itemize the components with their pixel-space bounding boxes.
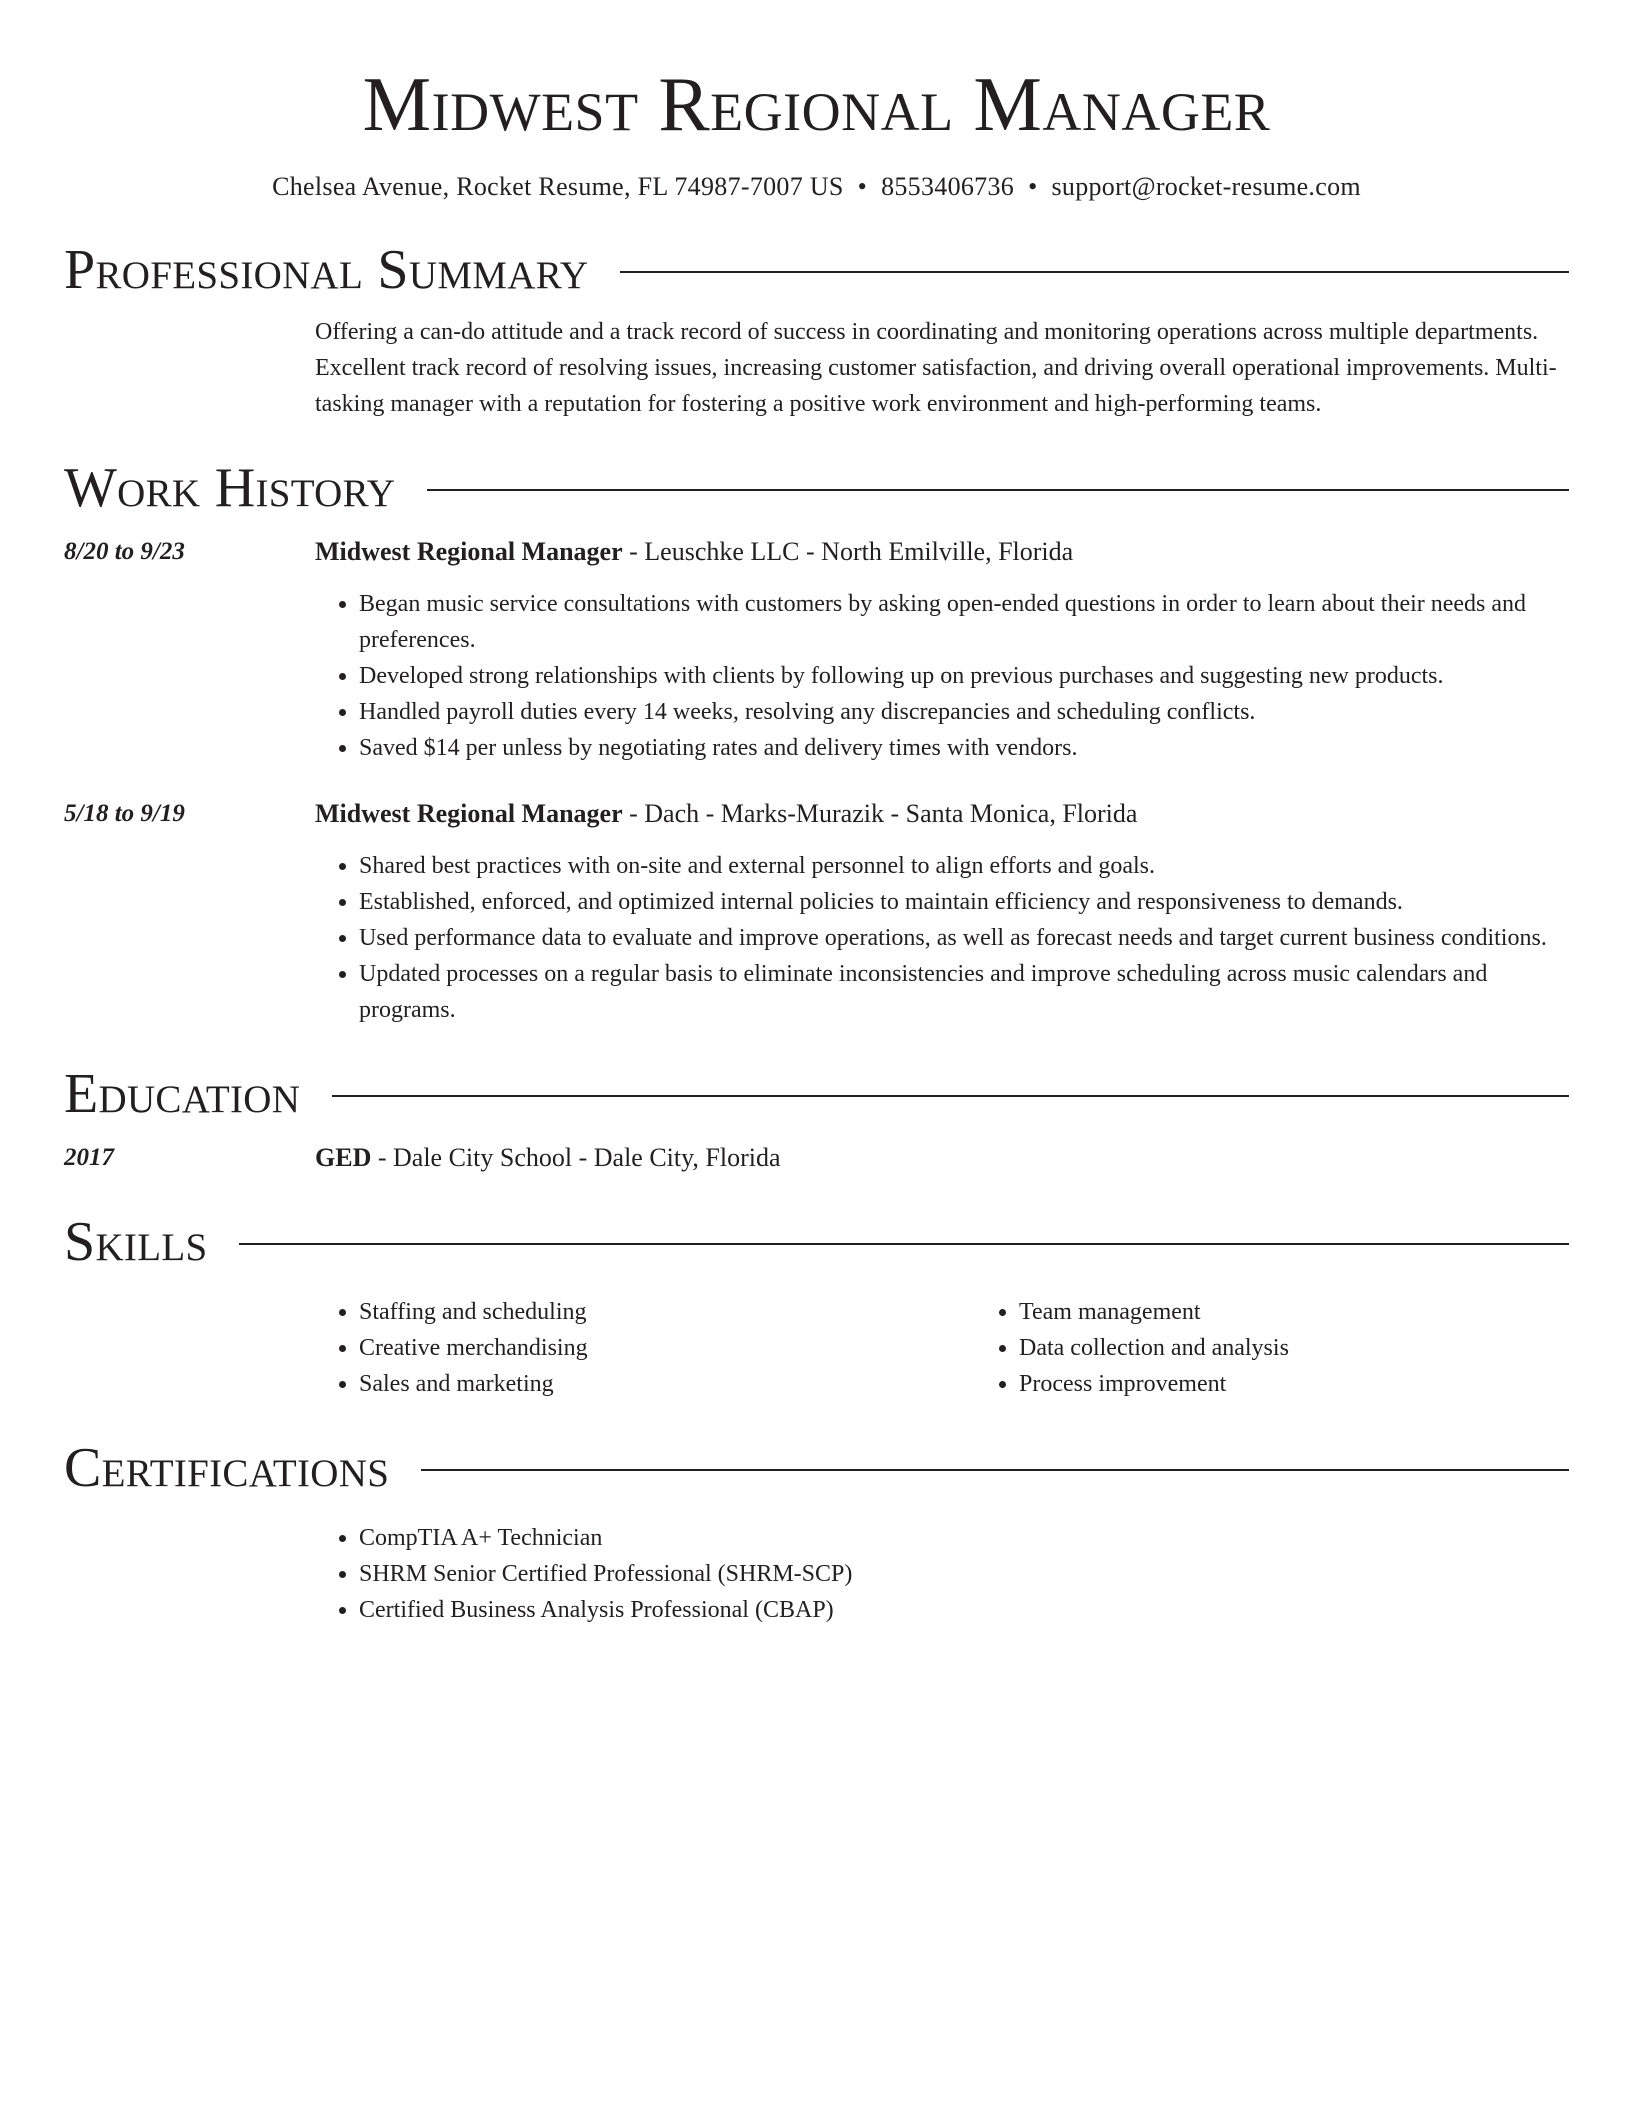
section-divider xyxy=(620,271,1569,273)
list-item: • Began music service consultations with customers by asking open-ended questions in order to learn about their needs and preferences. xyxy=(359,586,1569,658)
job-bullets xyxy=(315,848,1569,1028)
list-item: • CompTIA A+ Technician xyxy=(359,1520,1569,1556)
contact-address: Chelsea Avenue, Rocket Resume, FL 74987-7007 US xyxy=(272,172,844,201)
contact-line xyxy=(64,170,1569,204)
section-divider xyxy=(332,1095,1569,1097)
skills-list-right xyxy=(975,1294,1632,1402)
contact-phone: 8553406736 xyxy=(881,172,1015,201)
list-item: • Shared best practices with on-site and external personnel to align efforts and goals. xyxy=(359,848,1569,884)
contact-separator: • xyxy=(857,172,868,201)
summary-row xyxy=(64,314,1569,422)
section-divider xyxy=(427,489,1569,491)
summary-section-header xyxy=(64,238,1569,302)
summary-heading: Professional Summary xyxy=(64,239,589,301)
resume-page xyxy=(64,0,1569,1628)
list-item: • Process improvement xyxy=(1019,1366,1632,1402)
list-item: • Established, enforced, and optimized internal policies to maintain efficiency and responsiveness to demands. xyxy=(359,884,1569,920)
skills-section-header xyxy=(64,1210,1569,1274)
skills-grid xyxy=(315,1294,1632,1402)
job-entry xyxy=(64,796,1569,1028)
job-heading xyxy=(315,534,1569,570)
education-details: - Dale City School - Dale City, Florida xyxy=(371,1143,781,1172)
contact-separator: • xyxy=(1028,172,1038,201)
list-item: • Staffing and scheduling xyxy=(359,1294,975,1330)
list-item: • Developed strong relationships with clients by following up on previous purchases and suggesting new products. xyxy=(359,658,1569,694)
list-item: • Updated processes on a regular basis to eliminate inconsistencies and improve scheduling across music calendars and programs. xyxy=(359,956,1569,1028)
section-divider xyxy=(421,1469,1569,1471)
list-item: • Used performance data to evaluate and improve operations, as well as forecast needs and target current business conditions. xyxy=(359,920,1569,956)
list-item: • Handled payroll duties every 14 weeks, resolving any discrepancies and scheduling conflicts. xyxy=(359,694,1569,730)
certifications-row xyxy=(64,1520,1569,1628)
list-item: • Certified Business Analysis Professional (CBAP) xyxy=(359,1592,1569,1628)
section-divider xyxy=(239,1243,1569,1245)
job-bullets xyxy=(315,586,1569,766)
job-title: Midwest Regional Manager xyxy=(315,537,623,566)
list-item: • Saved $14 per unless by negotiating rates and delivery times with vendors. xyxy=(359,730,1569,766)
certifications-section-header xyxy=(64,1436,1569,1500)
job-title: Midwest Regional Manager xyxy=(315,799,623,828)
list-item: • Creative merchandising xyxy=(359,1330,975,1366)
skills-row xyxy=(64,1294,1569,1402)
education-year: 2017 xyxy=(64,1144,114,1171)
education-section-header xyxy=(64,1062,1569,1126)
summary-text: Offering a can-do attitude and a track record of success in coordinating and monitoring operations across multiple departments. Excellent track record of resolving issues, increasing customer satisfaction, and driving overall operational improvements. Multi-tasking manager with a reputation for fostering a positive work environment and high-performing teams. xyxy=(315,319,1557,417)
job-dates: 5/18 to 9/19 xyxy=(64,800,185,827)
education-heading: Education xyxy=(64,1063,301,1125)
contact-email: support@rocket-resume.com xyxy=(1051,172,1361,201)
work-section-header xyxy=(64,456,1569,520)
list-item: • SHRM Senior Certified Professional (SHRM-SCP) xyxy=(359,1556,1569,1592)
work-heading: Work History xyxy=(64,457,396,519)
job-details: - Leuschke LLC - North Emilville, Florida xyxy=(622,537,1074,566)
candidate-name: Midwest Regional Manager xyxy=(362,61,1271,147)
job-entry xyxy=(64,534,1569,766)
education-entry xyxy=(64,1140,1569,1176)
certifications-heading: Certifications xyxy=(64,1437,390,1499)
education-degree: GED xyxy=(315,1143,372,1172)
list-item: • Data collection and analysis xyxy=(1019,1330,1632,1366)
certifications-list xyxy=(315,1520,1569,1628)
job-heading xyxy=(315,796,1569,832)
job-dates: 8/20 to 9/23 xyxy=(64,538,185,565)
job-details: - Dach - Marks-Murazik - Santa Monica, Florida xyxy=(622,799,1138,828)
list-item: • Sales and marketing xyxy=(359,1366,975,1402)
skills-heading: Skills xyxy=(64,1211,208,1273)
skills-list-left xyxy=(315,1294,975,1402)
list-item: • Team management xyxy=(1019,1294,1632,1330)
